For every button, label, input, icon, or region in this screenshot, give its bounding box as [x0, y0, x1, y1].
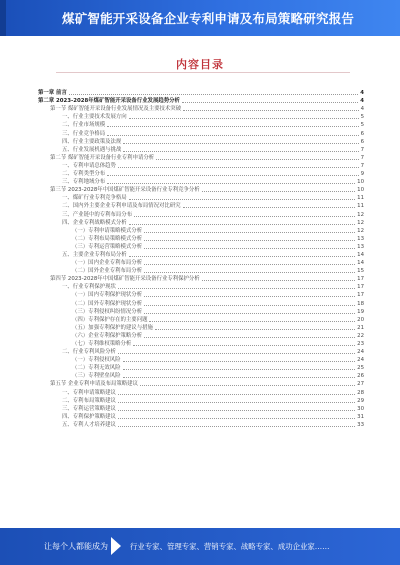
toc-entry[interactable] [38, 307, 364, 315]
toc-entry-title: 第一节 煤矿智能开采设备行业发展情况及主要技术突破 [50, 106, 182, 113]
toc-entry-title: 第一章 前言 [38, 90, 67, 97]
toc-entry-page: 30 [357, 405, 364, 412]
toc-entry-title: （三）专利侵权纠纷情况分析 [72, 308, 143, 315]
toc-leader-dots [144, 305, 355, 306]
toc-entry-page: 5 [360, 114, 364, 121]
toc-entry-page: 11 [357, 195, 364, 202]
toc-entry-title: （四）专利保护存在的主要问题 [72, 316, 148, 323]
toc-leader-dots [156, 159, 358, 160]
toc-leader-dots [129, 224, 355, 225]
toc-entry-page: 17 [357, 292, 364, 299]
toc-leader-dots [144, 264, 355, 265]
toc-entry[interactable] [38, 185, 364, 193]
header-stripe [0, 0, 6, 36]
toc-entry-page: 25 [357, 365, 364, 372]
toc-leader-dots [118, 167, 359, 168]
toc-leader-dots [144, 240, 355, 241]
toc-entry-page: 4 [360, 90, 364, 97]
toc-entry-title: 五、主要企业专利布局分析 [62, 251, 127, 258]
toc-entry[interactable] [38, 298, 364, 306]
toc-entry[interactable] [38, 266, 364, 274]
toc-leader-dots [202, 280, 355, 281]
toc-entry-title: 一、行业专利保护现状 [62, 284, 116, 291]
toc-entry[interactable] [38, 242, 364, 250]
toc-leader-dots [144, 337, 355, 338]
toc-entry[interactable] [38, 282, 364, 290]
toc-entry-title: （六）企业专利保护策略分析 [72, 332, 143, 339]
toc-entry[interactable] [38, 250, 364, 258]
toc-entry-page: 4 [360, 98, 364, 105]
toc-entry[interactable] [38, 104, 364, 112]
toc-entry-title: 四、专利保护策略建议 [62, 413, 116, 420]
toc-entry-title: 三、专利地域分布 [62, 179, 106, 186]
toc-entry[interactable] [38, 177, 364, 185]
toc-leader-dots [144, 313, 355, 314]
toc-entry-title: （二）国外专利保护现状分析 [72, 300, 143, 307]
toc-leader-dots [123, 377, 356, 378]
toc-leader-dots [140, 385, 355, 386]
toc-leader-dots [118, 288, 355, 289]
toc-entry-page: 22 [357, 332, 364, 339]
toc-entry-title: （一）国内企业专利布局分析 [72, 260, 143, 267]
toc-leader-dots [123, 151, 358, 152]
toc-entry-title: 一、专利申请总体趋势 [62, 162, 116, 169]
toc-entry-page: 7 [360, 146, 364, 153]
toc-entry-page: 33 [357, 421, 364, 428]
toc-entry-page: 15 [357, 268, 364, 275]
toc-leader-dots [129, 199, 355, 200]
toc-entry[interactable] [38, 363, 364, 371]
toc-entry-page: 12 [357, 211, 364, 218]
toc-entry-page: 28 [357, 389, 364, 396]
toc-entry[interactable] [38, 145, 364, 153]
toc-leader-dots [183, 110, 358, 111]
toc-entry-title: 二、国内外主要企业专利申请及布局情况对比研究 [62, 203, 181, 210]
toc-entry-page: 31 [357, 413, 364, 420]
arrow-right-icon [111, 537, 121, 555]
toc-leader-dots [123, 361, 356, 362]
toc-leader-dots [69, 94, 358, 95]
toc-entry-title: （一）国内专利保护现状分析 [72, 292, 143, 299]
toc-entry-title: （七）专利维权策略分析 [72, 341, 132, 347]
toc-entry-page: 14 [357, 260, 364, 267]
toc-entry-page: 18 [357, 300, 364, 307]
toc-entry[interactable] [38, 258, 364, 266]
toc-entry-title: 五、行业发展机遇与挑战 [62, 146, 122, 153]
toc-leader-dots [118, 426, 355, 427]
toc-entry-page: 12 [357, 227, 364, 234]
toc-entry[interactable] [38, 88, 364, 96]
toc-entry-title: （三）专利壁垒风险 [72, 373, 121, 380]
toc-entry-title: 二、行业市场规模 [62, 122, 106, 129]
table-of-contents [38, 88, 364, 428]
toc-entry[interactable] [38, 339, 364, 347]
toc-entry[interactable] [38, 137, 364, 145]
toc-entry-page: 23 [357, 341, 364, 347]
toc-entry[interactable] [38, 274, 364, 282]
toc-entry[interactable] [38, 371, 364, 379]
toc-entry-page: 21 [357, 324, 364, 331]
toc-entry-title: （一）专利侵权风险 [72, 357, 121, 364]
toc-entry-title: （三）专利运营策略模式分析 [72, 243, 143, 250]
toc-entry[interactable] [38, 347, 364, 355]
toc-entry-page: 7 [360, 162, 364, 169]
toc-entry-title: （五）加强专利保护的建议与措施 [72, 324, 153, 331]
toc-leader-dots [129, 256, 355, 257]
toc-leader-dots [144, 248, 355, 249]
toc-entry-page: 24 [357, 357, 364, 364]
toc-entry[interactable] [38, 387, 364, 395]
toc-entry[interactable] [38, 315, 364, 323]
toc-leader-dots [107, 126, 358, 127]
toc-leader-dots [155, 329, 355, 330]
toc-entry-page: 24 [357, 349, 364, 356]
toc-entry-page: 10 [357, 187, 364, 194]
toc-entry[interactable] [38, 96, 364, 104]
toc-entry[interactable] [38, 209, 364, 217]
toc-entry[interactable] [38, 412, 364, 420]
toc-entry[interactable] [38, 161, 364, 169]
toc-leader-dots [107, 135, 358, 136]
toc-leader-dots [182, 102, 358, 103]
toc-leader-dots [107, 183, 355, 184]
toc-entry[interactable] [38, 379, 364, 387]
toc-entry-page: 26 [357, 373, 364, 380]
toc-entry[interactable] [38, 201, 364, 209]
toc-entry-title: （一）专利申请策略模式分析 [72, 227, 143, 234]
toc-entry-page: 7 [360, 154, 364, 161]
toc-divider [56, 72, 350, 73]
toc-entry-title: 一、煤矿行业专利竞争格局 [62, 195, 127, 202]
toc-entry[interactable] [38, 420, 364, 428]
toc-entry-title: 一、专利申请策略建议 [62, 389, 116, 396]
toc-leader-dots [118, 418, 355, 419]
toc-leader-dots [149, 321, 355, 322]
toc-entry-page: 13 [357, 243, 364, 250]
footer-slogan: 让每个人都能成为 [44, 542, 108, 551]
toc-entry[interactable] [38, 234, 364, 242]
toc-leader-dots [134, 216, 355, 217]
toc-leader-dots [183, 207, 356, 208]
toc-entry-title: （二）专利无效风险 [72, 365, 121, 372]
toc-entry-title: 四、行业主要政策及法规 [62, 138, 122, 145]
toc-entry-title: 二、行业专利风险分析 [62, 349, 116, 356]
toc-entry-title: 第五节 企业专利申请及布局策略建议 [50, 381, 138, 388]
toc-entry-title: 一、行业主要技术发展方向 [62, 114, 127, 121]
toc-entry[interactable] [38, 323, 364, 331]
toc-leader-dots [107, 175, 358, 176]
toc-leader-dots [118, 410, 355, 411]
toc-entry-page: 10 [357, 179, 364, 186]
toc-leader-dots [123, 369, 356, 370]
toc-entry-page: 11 [357, 203, 364, 210]
toc-entry-page: 20 [357, 316, 364, 323]
toc-title: 内容目录 [176, 58, 224, 71]
toc-entry-title: （二）国外企业专利布局分析 [72, 268, 143, 275]
toc-entry-title: 第二节 煤矿智能开采设备行业专利申请分析 [50, 154, 155, 161]
toc-entry-page: 4 [360, 106, 364, 113]
toc-entry[interactable] [38, 120, 364, 128]
toc-entry-page: 6 [360, 130, 364, 137]
toc-entry-page: 5 [360, 122, 364, 129]
toc-leader-dots [118, 353, 355, 354]
toc-entry-title: 第四节 2023-2028年中国煤矿智能开采设备行业专利保护分析 [50, 276, 200, 283]
toc-entry[interactable] [38, 193, 364, 201]
toc-entry-page: 6 [360, 138, 364, 145]
toc-leader-dots [123, 143, 358, 144]
toc-entry[interactable] [38, 169, 364, 177]
toc-entry[interactable] [38, 218, 364, 226]
toc-entry-page: 12 [357, 219, 364, 226]
toc-entry[interactable] [38, 226, 364, 234]
toc-entry[interactable] [38, 331, 364, 339]
toc-entry-page: 17 [357, 276, 364, 283]
toc-entry-title: 三、专利运营策略建议 [62, 405, 116, 412]
toc-entry[interactable] [38, 290, 364, 298]
toc-entry[interactable] [38, 153, 364, 161]
toc-leader-dots [144, 296, 355, 297]
toc-entry[interactable] [38, 404, 364, 412]
toc-entry-page: 19 [357, 308, 364, 315]
toc-entry-title: 三、行业竞争格局 [62, 130, 106, 137]
footer-tagline: 行业专家、管理专家、营销专家、战略专家、成功企业家…… [130, 542, 330, 551]
toc-entry[interactable] [38, 355, 364, 363]
toc-leader-dots [129, 118, 359, 119]
toc-leader-dots [133, 345, 355, 346]
page-title: 煤矿智能开采设备企业专利申请及布局策略研究报告 [62, 11, 355, 26]
toc-entry-title: 二、专利布局策略建议 [62, 397, 116, 404]
toc-entry-page: 27 [357, 381, 364, 388]
toc-leader-dots [144, 232, 355, 233]
toc-leader-dots [118, 402, 355, 403]
toc-entry-title: 二、专利类型分布 [62, 171, 106, 178]
toc-entry[interactable] [38, 396, 364, 404]
toc-entry-title: 四、企业专利战略模式分析 [62, 219, 127, 226]
toc-entry[interactable] [38, 112, 364, 120]
toc-entry-title: 第二章 2023-2028年煤矿智能开采设备行业发展趋势分析 [38, 98, 180, 105]
toc-entry-page: 13 [357, 235, 364, 242]
toc-entry-page: 17 [357, 284, 364, 291]
toc-leader-dots [144, 272, 355, 273]
toc-entry-title: 五、专利人才培养建议 [62, 421, 116, 428]
toc-leader-dots [118, 394, 355, 395]
toc-leader-dots [202, 191, 355, 192]
toc-entry-page: 14 [357, 251, 364, 258]
toc-entry-page: 29 [357, 397, 364, 404]
toc-entry-page: 9 [360, 171, 364, 178]
toc-entry-title: （二）专利布局策略模式分析 [72, 235, 143, 242]
toc-entry[interactable] [38, 128, 364, 136]
toc-entry-title: 三、产业链中的专利布局分布 [62, 211, 133, 218]
toc-entry-title: 第三节 2023-2028年中国煤矿智能开采设备行业专利竞争分析 [50, 187, 200, 194]
